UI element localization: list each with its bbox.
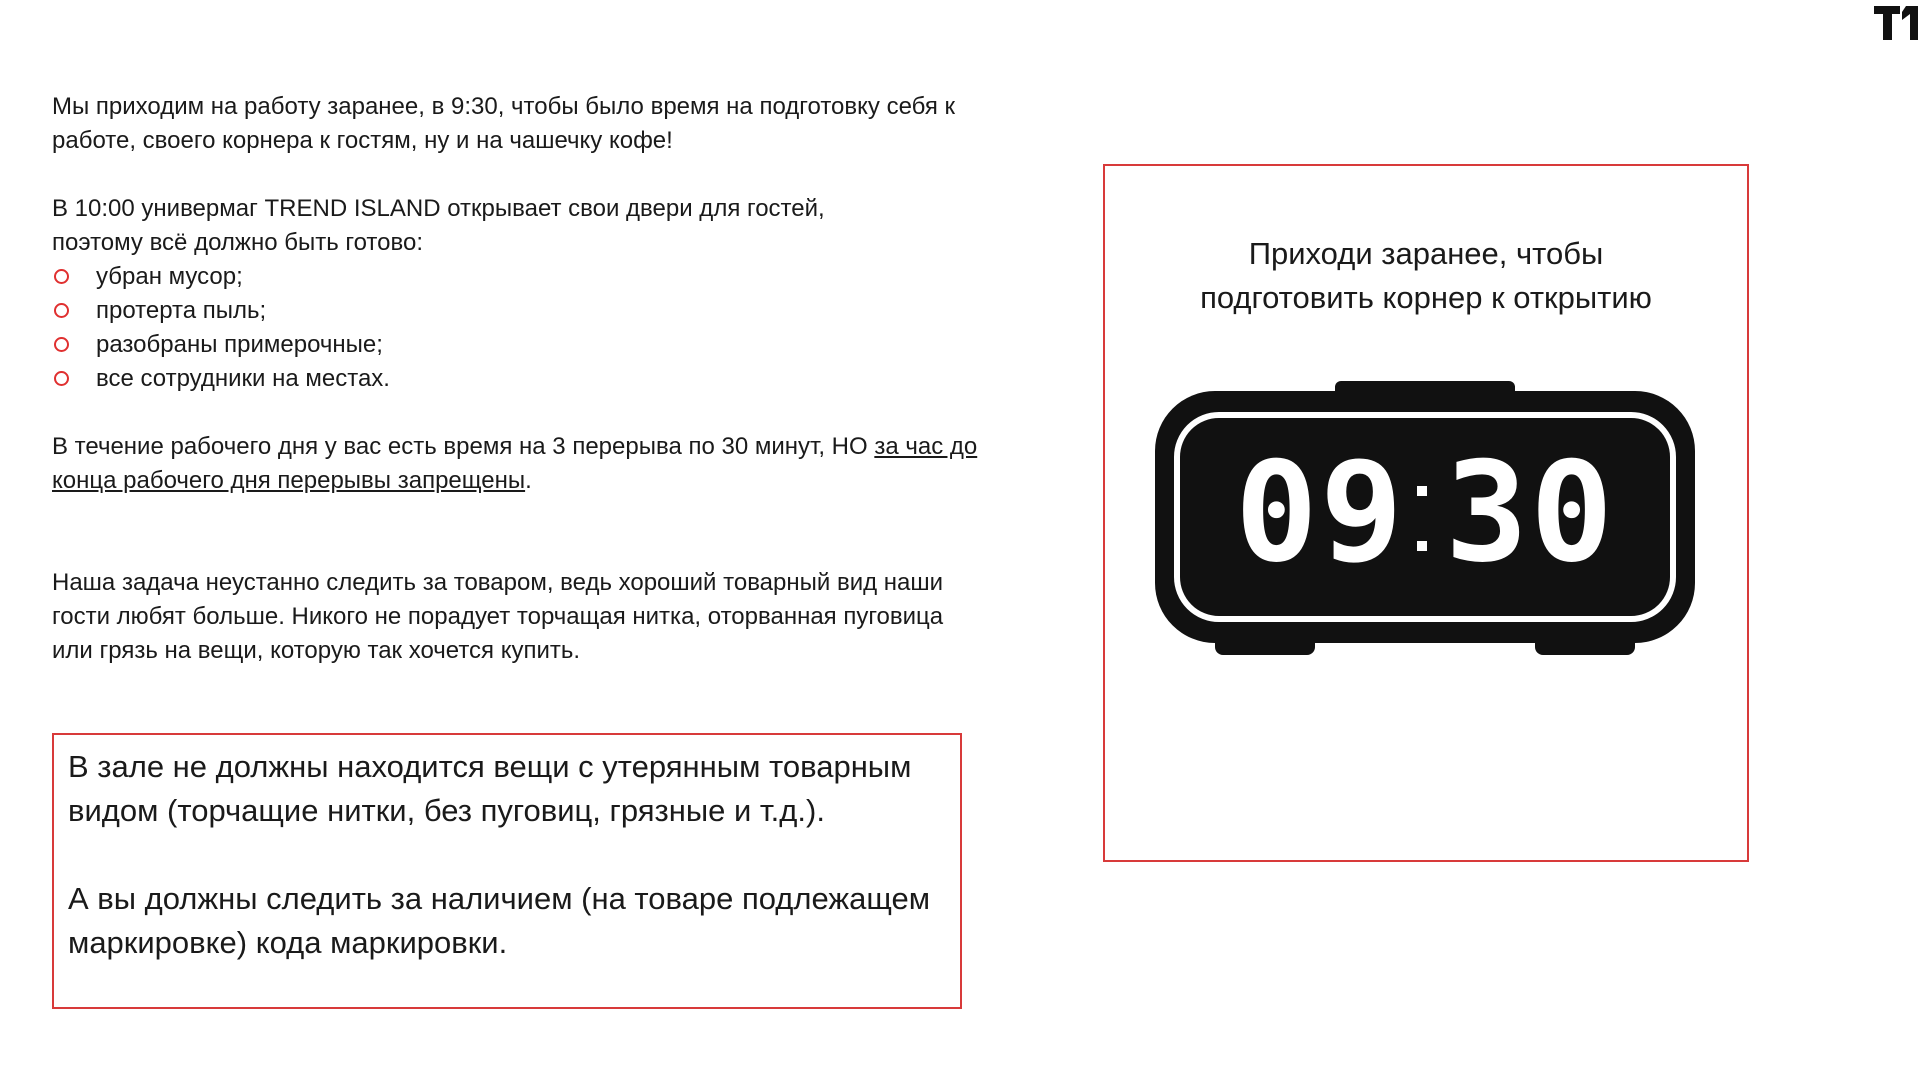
circle-bullet-icon xyxy=(52,362,96,396)
alarm-clock-icon xyxy=(1155,381,1695,661)
list-item xyxy=(52,260,982,294)
goods-paragraph: Наша задача неустанно следить за товаром, ведь хороший товарный вид наши гости любят больше. Никого не порадует торчащая нитка, оторванная пуговица или грязь на вещи, которую так хочется купить. xyxy=(52,569,944,664)
breaks-end: . xyxy=(525,467,532,494)
circle-bullet-icon xyxy=(52,260,96,294)
list-item xyxy=(52,362,982,396)
list-item-label: убран мусор; xyxy=(96,263,243,290)
card-title-line-2: подготовить корнер к открытию xyxy=(1200,280,1652,315)
list-item-label: все сотрудники на местах. xyxy=(96,365,390,392)
clock-time: 09 30 xyxy=(1234,432,1616,593)
card-title xyxy=(1105,232,1747,320)
circle-bullet-icon xyxy=(52,294,96,328)
callout-text-1: В зале не должны находится вещи с утерянным товарным видом (торчащие нитки, без пуговиц, грязные и т.д.). xyxy=(68,749,912,828)
list-item xyxy=(52,294,982,328)
breaks-paragraph xyxy=(52,430,982,498)
opening-line: В 10:00 универмаг TREND ISLAND открывает свои двери для гостей, xyxy=(52,195,825,222)
list-item-label: разобраны примерочные; xyxy=(96,331,383,358)
callout-text-2: А вы должны следить за наличием (на товаре подлежащем маркировке) кода маркировки. xyxy=(68,881,931,960)
breaks-restriction: за час до конца рабочего дня перерывы запрещены xyxy=(52,433,978,494)
callout-box xyxy=(52,733,962,1009)
circle-bullet-icon xyxy=(52,328,96,362)
intro-paragraph: Мы приходим на работу заранее, в 9:30, чтобы было время на подготовку себя к работе, своего корнера к гостям, ну и на чашечку кофе! xyxy=(52,93,956,154)
breaks-text: В течение рабочего дня у вас есть время на 3 перерыва по 30 минут, НО xyxy=(52,433,875,460)
arrival-card xyxy=(1103,164,1749,862)
card-title-line-1: Приходи заранее, чтобы xyxy=(1248,236,1604,271)
list-item xyxy=(52,328,982,362)
t1-logo xyxy=(1874,0,1918,46)
ready-line: поэтому всё должно быть готово: xyxy=(52,229,423,256)
list-item-label: протерта пыль; xyxy=(96,297,267,324)
left-column xyxy=(52,90,982,668)
checklist xyxy=(52,260,982,396)
